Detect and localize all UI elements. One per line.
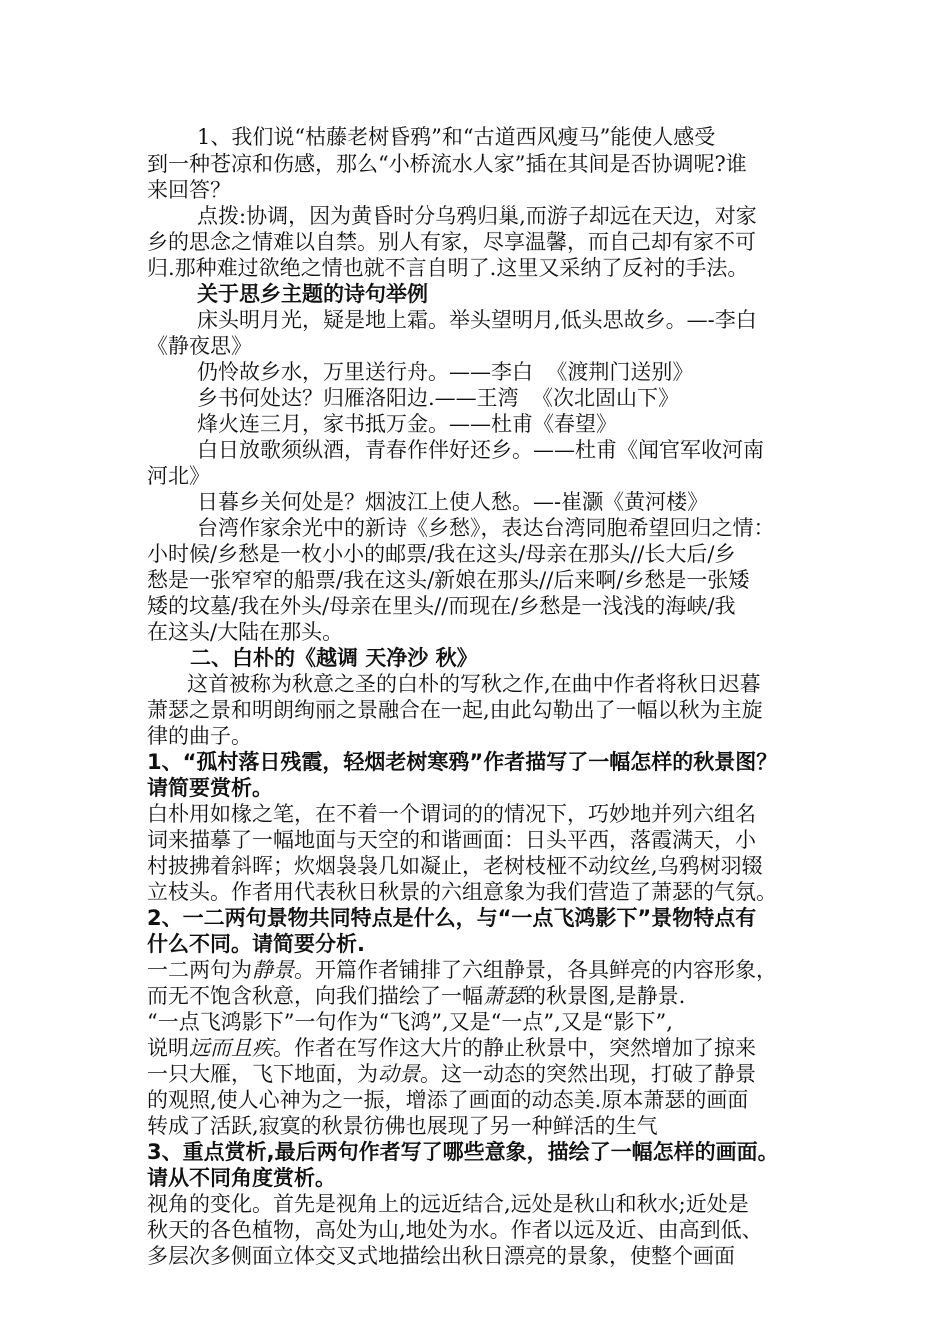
text-run: 一只大雁，飞下地面，为: [147, 1062, 378, 1086]
paragraph-line: 《静夜思》: [147, 334, 252, 358]
paragraph-line: 台湾作家余光中的新诗《乡愁》，表达台湾同胞希望回归之情：: [197, 516, 775, 540]
paragraph-line: 仍怜故乡水，万里送行舟。——李白 《渡荆门送别》: [197, 360, 694, 384]
paragraph-line: 愁是一张窄窄的船票/我在这头/新娘在那头//后来啊/乡愁是一张矮: [147, 568, 750, 592]
paragraph-line: 乡的思念之情难以自禁。别人有家，尽享温馨，而自己却有家不可: [147, 230, 756, 254]
paragraph-line: 烽火连三月，家书抵万金。——杜甫《春望》: [197, 412, 617, 436]
paragraph-line: 村披拂着斜晖；炊烟袅袅几如凝止，老树枝桠不动纹丝,乌鸦树羽辍: [147, 854, 763, 878]
paragraph-line: 转成了活跃,寂寞的秋景彷佛也展现了另一种鲜活的生气: [147, 1114, 658, 1138]
paragraph-line: 多层次多侧面立体交叉式地描绘出秋日漂亮的景象，使整个画面: [147, 1244, 735, 1268]
paragraph-line: 小时候/乡愁是一枚小小的邮票/我在这头/母亲在那头//长大后/乡: [147, 542, 736, 566]
paragraph-line: 萧瑟之景和明朗绚丽之景融合在一起,由此勾勒出了一幅以秋为主旋: [147, 698, 763, 722]
paragraph-line: 乡书何处达？归雁洛阳边.——王湾 《次北固山下》: [197, 386, 680, 410]
question-heading: 请简要赏析。: [147, 776, 273, 800]
paragraph-line: 白日放歌须纵酒，青春作伴好还乡。——杜甫《闻官军收河南: [197, 438, 764, 462]
emphasis-text: 动景: [378, 1062, 420, 1086]
paragraph-line: 床头明月光，疑是地上霜。举头望明月,低头思故乡。—-李白: [197, 308, 757, 332]
paragraph-line: [147, 1061, 756, 1087]
emphasis-text: 远而且疾: [189, 1036, 273, 1060]
question-heading: 3、重点赏析,最后两句作者写了哪些意象，描绘了一幅怎样的画面。: [147, 1140, 779, 1164]
text-run: 。这一动态的突然出现，打破了静景: [420, 1062, 756, 1086]
paragraph-line: [147, 957, 777, 983]
question-heading: 1、“孤村落日残霞，轻烟老树寒鸦”作者描写了一幅怎样的秋景图？: [147, 750, 778, 774]
paragraph-line: 1、我们说“枯藤老树昏鸦”和“古道西风瘦马”能使人感受: [197, 125, 716, 149]
paragraph-line: 归.那种难过欲绝之情也就不言自明了.这里又采纳了反衬的手法。: [147, 256, 749, 280]
paragraph-line: 立枝头。作者用代表秋日秋景的六组意象为我们营造了萧瑟的气氛。: [147, 880, 777, 904]
paragraph-line: 秋天的各色植物，高处为山,地处为水。作者以远及近、由高到低、: [147, 1218, 763, 1242]
paragraph-line: [147, 1035, 756, 1061]
paragraph-line: 白朴用如椽之笔，在不着一个谓词的的情况下，巧妙地并列六组名: [147, 802, 756, 826]
paragraph-line: 视角的变化。首先是视角上的远近结合,远处是秋山和秋水;近处是: [147, 1192, 749, 1216]
paragraph-line: 日暮乡关何处是？烟波江上使人愁。—-崔灏《黄河楼》: [197, 490, 709, 514]
text-run: 一二两句为: [147, 958, 252, 982]
emphasis-text: 静景: [252, 958, 294, 982]
question-heading: 2、一二两句景物共同特点是什么，与“一点飞鸿影下”景物特点有: [147, 906, 757, 930]
emphasis-text: 萧瑟: [483, 984, 525, 1008]
paragraph-line: 到一种苍凉和伤感，那么“小桥流水人家”插在其间是否协调呢?谁: [147, 152, 747, 176]
paragraph-line: 的观照,使人心神为之一振，增添了画面的动态美.原本萧瑟的画面: [147, 1088, 749, 1112]
paragraph-line: 矮的坟墓/我在外头/母亲在里头//而现在/乡愁是一浅浅的海峡/我: [147, 594, 736, 618]
question-heading: 请从不同角度赏析。: [147, 1166, 336, 1190]
paragraph-line: “一点飞鸿影下”一句作为“飞鸿”,又是“一点”,又是“影下”,: [147, 1010, 673, 1034]
text-run: 说明: [147, 1036, 189, 1060]
paragraph-line: 律的曲子。: [147, 724, 252, 748]
question-heading: 什么不同。请简要分析.: [147, 932, 365, 956]
text-run: 的秋景图,是静景.: [525, 984, 686, 1008]
paragraph-line: 词来描摹了一幅地面与天空的和谐画面：日头平西，落霞满天，小: [147, 828, 756, 852]
paragraph-line: [147, 983, 685, 1009]
paragraph-line: 这首被称为秋意之圣的白朴的写秋之作,在曲中作者将秋日迟暮: [187, 672, 761, 696]
text-run: 而无不饱含秋意，向我们描绘了一幅: [147, 984, 483, 1008]
paragraph-line: 来回答？: [147, 178, 231, 202]
section-heading: 关于思乡主题的诗句举例: [197, 282, 428, 306]
paragraph-line: 河北》: [147, 464, 210, 488]
text-run: 。开篇作者铺排了六组静景，各具鲜亮的内容形象，: [294, 958, 777, 982]
paragraph-line: 点拨:协调，因为黄昏时分乌鸦归巢,而游子却远在天边，对家: [197, 204, 757, 228]
text-run: 。作者在写作这大片的静止秋景中，突然增加了掠来: [273, 1036, 756, 1060]
paragraph-line: 在这头/大陆在那头。: [147, 620, 344, 644]
section-heading: 二、白朴的《越调 天净沙 秋》: [190, 646, 478, 670]
